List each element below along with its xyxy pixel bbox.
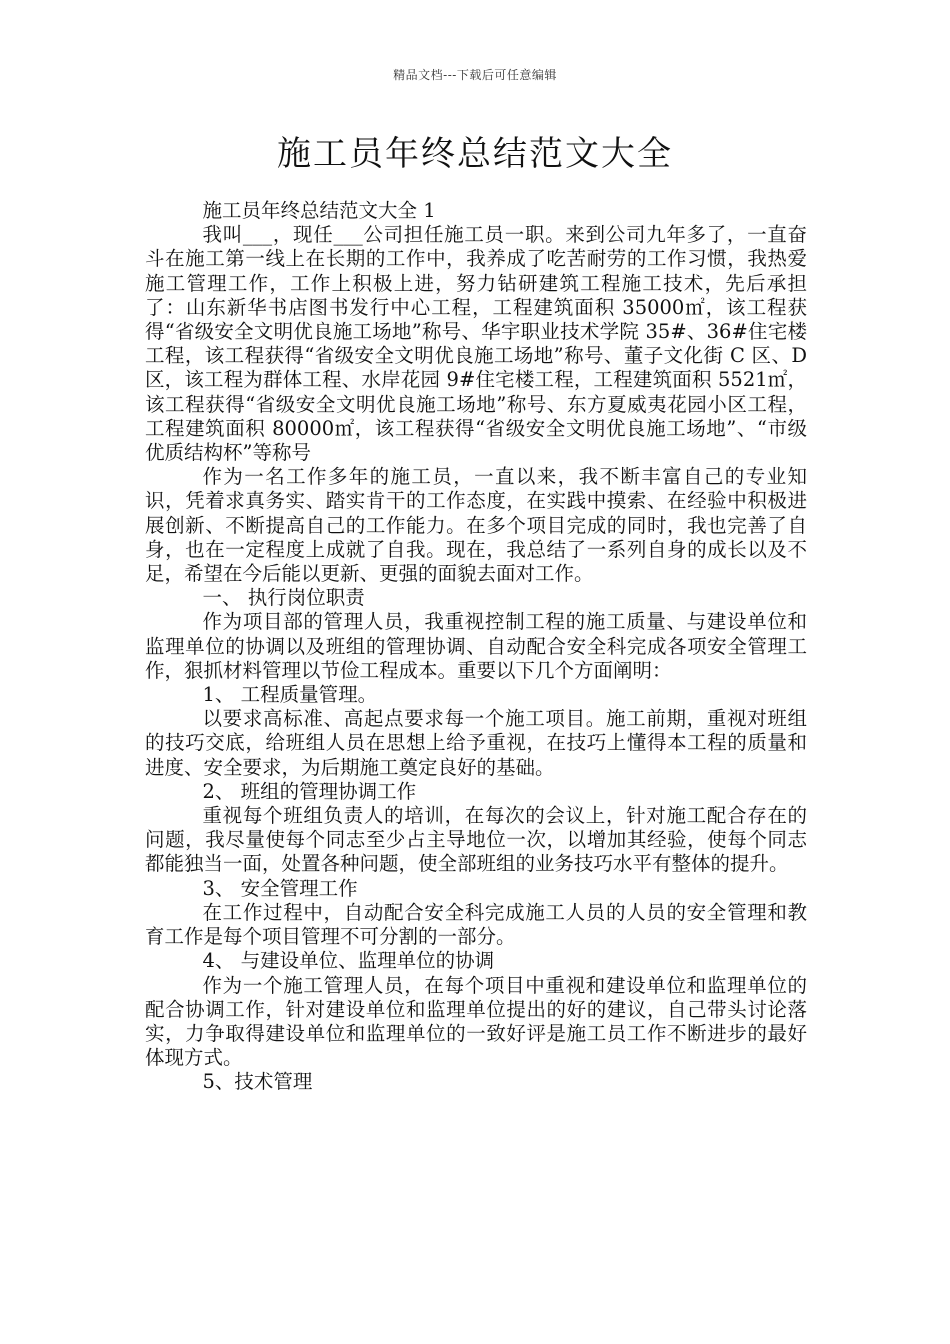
paragraph-duties: 作为项目部的管理人员，我重视控制工程的施工质量、与建设单位和监理单位的协调以及班组的管理协调、自动配合安全科完成各项安全管理工作，狠抓材料管理以节俭工程成本。重要以下几个方面阐明： bbox=[145, 610, 807, 682]
paragraph-growth: 作为一名工作多年的施工员，一直以来，我不断丰富自己的专业知识，凭着求真务实、踏实肯干的工作态度，在实践中摸索、在经验中积极进展创新、不断提高自己的工作能力。在多个项目完成的同时，我也完善了自身，也在一定程度上成就了自我。现在，我总结了一系列自身的成长以及不足，希望在今后能以更新、更强的面貌去面对工作。 bbox=[145, 465, 807, 586]
document-body bbox=[145, 199, 807, 1095]
heading-quality: 1、 工程质量管理。 bbox=[202, 683, 378, 707]
heading-safety: 3、 安全管理工作 bbox=[202, 876, 358, 900]
paragraph-intro: 我叫___，现任___公司担任施工员一职。来到公司九年多了，一直奋斗在施工第一线上在长期的工作中，我养成了吃苦耐劳的工作习惯，我热爱施工管理工作，工作上积极上进，努力钻研建筑工程施工技术，先后承担了：山东新华书店图书发行中心工程，工程建筑面积 35000㎡，该工程获得“省级安全文明优良施工场地”称号、华宇职业技术学院 35#、36#住宅楼工程，该工程获得“省级安全文明优良施工场地”称号、董子文化街 C 区、D 区，该工程为群体工程、水岸花园 9#住宅楼工程，工程建筑面积 5521㎡，该工程获得“省级安全文明优良施工场地”称号、东方夏威夷花园小区工程，工程建筑面积 80000㎡，该工程获得“省级安全文明优良施工场地”、“市级优质结构杯”等称号 bbox=[145, 223, 807, 465]
heading-team: 2、 班组的管理协调工作 bbox=[202, 779, 417, 803]
header-note: 精品文档---下载后可任意编辑 bbox=[393, 68, 557, 82]
paragraph-quality: 以要求高标准、高起点要求每一个施工项目。施工前期，重视对班组的技巧交底，给班组人员在思想上给予重视，在技巧上懂得本工程的质量和进度、安全要求，为后期施工奠定良好的基础。 bbox=[145, 707, 807, 779]
heading-duties: 一、 执行岗位职责 bbox=[202, 586, 365, 610]
document-title: 施工员年终总结范文大全 bbox=[277, 134, 673, 174]
heading-technical: 5、技术管理 bbox=[202, 1070, 313, 1094]
paragraph-team: 重视每个班组负责人的培训，在每次的会议上，针对施工配合存在的问题，我尽量使每个同志至少占主导地位一次，以增加其经验，使每个同志都能独当一面，处置各种问题，使全部班组的业务技巧水平有整体的提升。 bbox=[145, 804, 807, 876]
paragraph-coordination: 作为一个施工管理人员，在每个项目中重视和建设单位和监理单位的配合协调工作，针对建设单位和监理单位提出的好的建议，自己带头讨论落实，力争取得建设单位和监理单位的一致好评是施工员工作不断进步的最好体现方式。 bbox=[145, 973, 807, 1070]
paragraph-safety: 在工作过程中，自动配合安全科完成施工人员的人员的安全管理和教育工作是每个项目管理不可分割的一部分。 bbox=[145, 900, 807, 949]
heading-coordination: 4、 与建设单位、监理单位的协调 bbox=[202, 949, 495, 973]
section-title: 施工员年终总结范文大全 1 bbox=[202, 199, 436, 222]
